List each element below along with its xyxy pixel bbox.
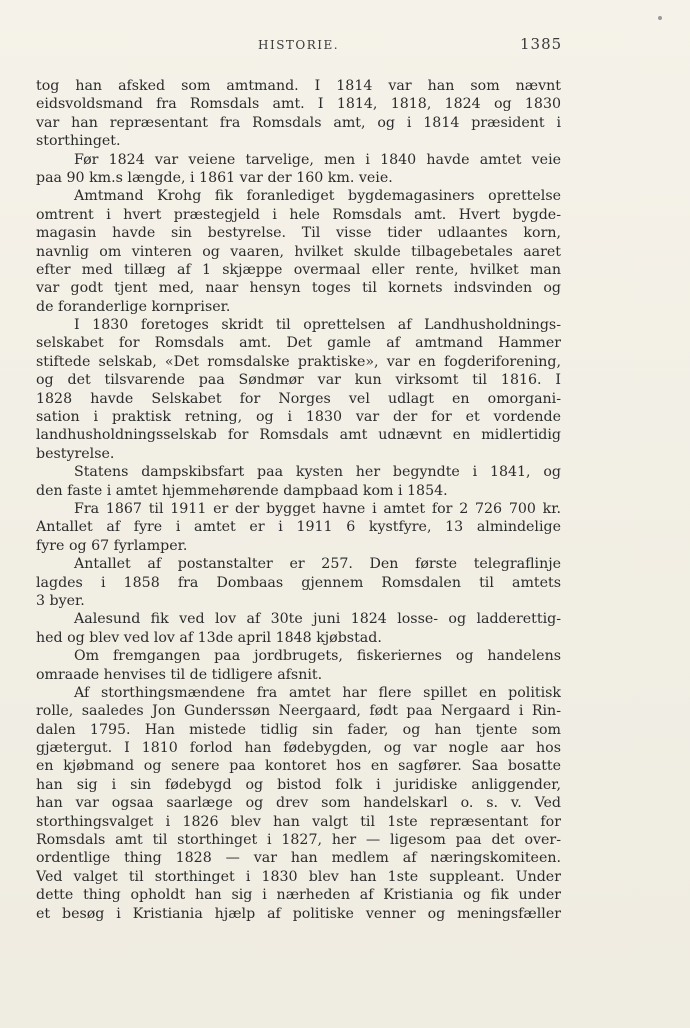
text-line: landhusholdningsselskab for Romsdals amt udnævnt en midlertidig	[36, 427, 561, 444]
text-line: et besøg i Kristiania hjælp af politiske venner og meningsfæller	[36, 905, 561, 922]
text-line: rolle, saaledes Jon Gunderssøn Neergaard, født paa Nergaard i Rin-	[36, 703, 561, 720]
text-line: han sig i sin fødebygd og bistod folk i juridiske anliggender,	[36, 776, 561, 793]
text-line: tog han afsked som amtmand. I 1814 var han som nævnt	[36, 78, 561, 94]
text-line: omraade henvises til de tidligere afsnit.	[36, 666, 323, 683]
text-line: Ved valget til storthinget i 1830 blev han 1ste suppleant. Under	[36, 868, 561, 885]
page-speck	[658, 16, 662, 20]
text-line: Fra 1867 til 1911 er der bygget havne i amtet for 2 726 700 kr.	[74, 500, 561, 517]
text-line: fyre og 67 fyrlamper.	[36, 537, 188, 554]
text-line: omtrent i hvert præstegjeld i hele Romsdals amt. Hvert bygde-	[36, 206, 561, 223]
text-line: han var ogsaa saarlæge og drev som handelskarl o. s. v. Ved	[36, 795, 561, 812]
text-line: Om fremgangen paa jordbrugets, fiskeriernes og handelens	[74, 648, 561, 665]
text-line: efter med tillæg af 1 skjæppe overmaal eller rente, hvilket man	[36, 261, 561, 278]
text-line: Amtmand Krohg fik foranlediget bygdemagasiners oprettelse	[74, 188, 561, 205]
text-line: storthingsvalget i 1826 blev han valgt til 1ste repræsentant for	[36, 813, 561, 830]
text-line: storthinget.	[36, 133, 121, 150]
text-line: var han repræsentant fra Romsdals amt, og i 1814 præsident i	[36, 114, 561, 131]
text-line: bestyrelse.	[36, 445, 115, 462]
text-line: Antallet af postanstalter er 257. Den første telegraflinje	[74, 556, 561, 573]
text-line: og det tilsvarende paa Søndmør var kun virksomt til 1816. I	[36, 372, 561, 389]
body-text	[36, 77, 561, 923]
text-line: navnlig om vinteren og vaaren, hvilket skulde tilbagebetales aaret	[36, 243, 561, 260]
text-line: eidsvoldsmand fra Romsdals amt. I 1814, 1818, 1824 og 1830	[36, 96, 561, 113]
text-line: Aalesund fik ved lov af 30te juni 1824 losse- og ladderettig-	[74, 611, 561, 628]
text-line: de foranderlige kornpriser.	[36, 298, 231, 315]
text-line: lagdes i 1858 fra Dombaas gjennem Romsdalen til amtets	[36, 574, 561, 591]
text-line: magasin havde sin bestyrelse. Til visse tider udlaantes korn,	[36, 225, 561, 242]
text-line: 3 byer.	[36, 592, 85, 609]
text-line: Før 1824 var veiene tarvelige, men i 1840 havde amtet veie	[74, 151, 561, 168]
text-line: Af storthingsmændene fra amtet har flere spillet en politisk	[74, 684, 561, 701]
text-line: sation i praktisk retning, og i 1830 var der for et vordende	[36, 409, 561, 426]
text-line: 1828 havde Selskabet for Norges vel udlagt en omorgani-	[36, 390, 561, 407]
text-line: den faste i amtet hjemmehørende dampbaad kom i 1854.	[36, 482, 448, 499]
text-line: gjætergut. I 1810 forlod han fødebygden, og var nogle aar hos	[36, 740, 561, 757]
text-line: dalen 1795. Han mistede tidlig sin fader, og han tjente som	[36, 721, 561, 738]
text-line: selskabet for Romsdals amt. Det gamle af amtmand Hammer	[36, 335, 561, 352]
text-line: Antallet af fyre i amtet er i 1911 6 kystfyre, 13 almindelige	[36, 519, 561, 536]
text-line: ordentlige thing 1828 — var han medlem af næringskomiteen.	[36, 850, 561, 867]
page-header	[0, 34, 690, 56]
text-line: Statens dampskibsfart paa kysten her begyndte i 1841, og	[74, 464, 561, 481]
text-line: stiftede selskab, «Det romsdalske praktiske», var en fogderiforening,	[36, 353, 561, 370]
text-line: hed og blev ved lov af 13de april 1848 kjøbstad.	[36, 629, 382, 646]
text-line: dette thing opholdt han sig i nærheden af Kristiania og fik under	[36, 887, 561, 904]
text-line: I 1830 foretoges skridt til oprettelsen af Landhusholdnings-	[74, 317, 561, 334]
running-title: HISTORIE.	[258, 38, 340, 52]
text-line: en kjøbmand og senere paa kontoret hos en sagfører. Saa bosatte	[36, 758, 561, 775]
page-number: 1385	[520, 35, 563, 53]
text-line: var godt tjent med, naar hensyn toges til kornets indsvinden og	[36, 280, 561, 297]
text-line: paa 90 km.s længde, i 1861 var der 160 km. veie.	[36, 169, 393, 186]
text-line: Romsdals amt til storthinget i 1827, her — ligesom paa det over-	[36, 832, 561, 849]
